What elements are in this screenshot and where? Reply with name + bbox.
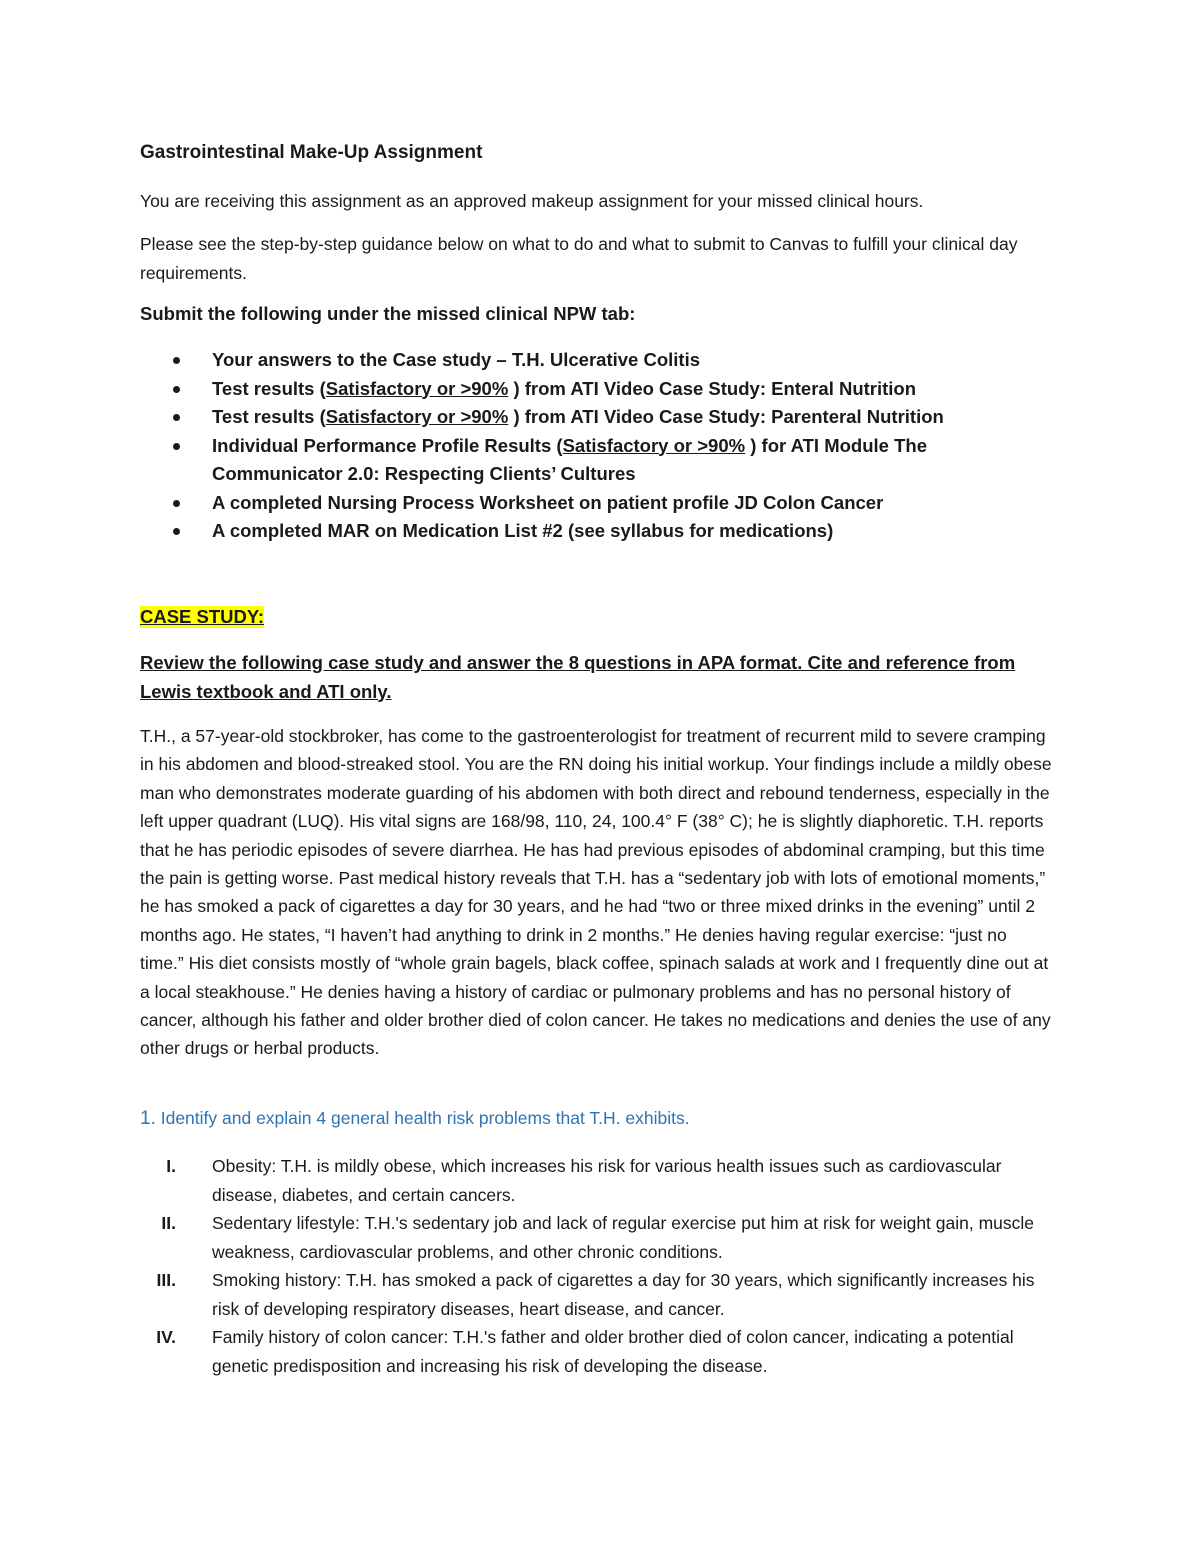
submit-item-case-study	[140, 346, 1040, 375]
answer-obesity	[140, 1152, 1052, 1209]
case-study-paragraph: T.H., a 57-year-old stockbroker, has come to the gastroenterologist for treatment of recurrent mild to severe cramping in his abdomen and blood-streaked stool. You are the RN doing his initial workup. Your findings include a mildly obese man who demonstrates moderate guarding of his abdomen with both direct and rebound tenderness, especially in the left upper quadrant (LUQ). His vital signs are 168/98, 110, 24, 100.4° F (38° C); he is slightly diaphoretic. T.H. reports that he has periodic episodes of severe diarrhea. He has had previous episodes of abdominal cramping, but this time the pain is getting worse. Past medical history reveals that T.H. has a “sedentary job with lots of emotional moments,” he has smoked a pack of cigarettes a day for 30 years, and he had “two or three mixed drinks in the evening” until 2 months ago. He states, “I haven’t had anything to drink in 2 months.” He denies having regular exercise: “just no time.” His diet consists mostly of “whole grain bagels, black coffee, spinach salads at work and I frequently dine out at a local steakhouse.” He denies having a history of cardiac or pulmonary problems and has no personal history of cancer, although his father and older brother died of colon cancer. He takes no medications and denies the use of any other drugs or herbal products.	[140, 726, 1052, 1059]
bullet-icon	[173, 357, 180, 364]
intro-paragraph-2: Please see the step-by-step guidance below on what to do and what to submit to Canvas to fulfill your clinical day requirements.	[140, 234, 1018, 283]
answer-list	[140, 1152, 1052, 1380]
submit-item-text: Your answers to the Case study – T.H. Ulcerative Colitis	[212, 349, 701, 370]
question-number: 1.	[140, 1108, 156, 1129]
submit-item-text: A completed Nursing Process Worksheet on patient profile JD Colon Cancer	[212, 491, 884, 513]
submit-item-communicator	[140, 432, 1040, 489]
review-instruction: Review the following case study and answer the 8 questions in APA format. Cite and reference from Lewis textbook and ATI only.	[140, 652, 1016, 702]
roman-numeral: IV.	[156, 1327, 176, 1347]
roman-numeral: I.	[166, 1156, 176, 1176]
question-1	[140, 1108, 690, 1130]
submit-item-enteral	[140, 375, 1040, 404]
answer-sedentary	[140, 1209, 1052, 1266]
bullet-icon	[173, 528, 180, 535]
submit-item-parenteral	[140, 403, 1040, 432]
satisfactory-underline: Satisfactory or >90%	[325, 377, 509, 399]
answer-text: Family history of colon cancer: T.H.'s father and older brother died of colon cancer, indicating a potential genetic predisposition and increasing his risk of developing the disease.	[212, 1327, 1014, 1376]
page-title: Gastrointestinal Make-Up Assignment	[140, 142, 483, 163]
answer-text: Obesity: T.H. is mildly obese, which increases his risk for various health issues such as cardiovascular disease, diabetes, and certain cancers.	[212, 1156, 1002, 1205]
question-text: Identify and explain 4 general health risk problems that T.H. exhibits.	[160, 1108, 690, 1128]
intro-paragraph-1: You are receiving this assignment as an approved makeup assignment for your missed clinical hours.	[140, 191, 924, 211]
bullet-icon	[173, 386, 180, 393]
roman-numeral: II.	[161, 1213, 176, 1233]
submit-item-text: ) from ATI Video Case Study: Parenteral Nutrition	[508, 406, 944, 427]
bullet-icon	[173, 500, 180, 507]
submit-item-text: ) for ATI Module The Communicator 2.0: Respecting Clients’ Cultures	[212, 434, 927, 484]
answer-text: Sedentary lifestyle: T.H.'s sedentary job and lack of regular exercise put him at risk for weight gain, muscle weakness, cardiovascular problems, and other chronic conditions.	[212, 1213, 1035, 1262]
submit-item-nursing-process	[140, 489, 1040, 518]
submit-heading: Submit the following under the missed clinical NPW tab:	[140, 303, 636, 324]
submit-item-text: Test results (	[212, 406, 326, 427]
satisfactory-underline: Satisfactory or >90%	[325, 406, 509, 427]
satisfactory-underline: Satisfactory or >90%	[562, 434, 746, 456]
case-study-heading: CASE STUDY:	[140, 606, 265, 627]
submit-item-text: Test results (	[212, 377, 326, 399]
answer-smoking	[140, 1266, 1052, 1323]
submit-item-text: A completed MAR on Medication List #2 (see syllabus for medications)	[212, 520, 834, 541]
roman-numeral: III.	[156, 1270, 176, 1290]
answer-text: Smoking history: T.H. has smoked a pack of cigarettes a day for 30 years, which significantly increases his risk of developing respiratory diseases, heart disease, and cancer.	[212, 1270, 1035, 1319]
bullet-icon	[173, 443, 180, 450]
submit-item-text: Individual Performance Profile Results (	[212, 434, 563, 456]
answer-family-history	[140, 1323, 1052, 1380]
submit-list	[140, 346, 1040, 546]
bullet-icon	[173, 414, 180, 421]
submit-item-text: ) from ATI Video Case Study: Enteral Nutrition	[508, 377, 917, 399]
submit-item-mar	[140, 517, 1040, 546]
